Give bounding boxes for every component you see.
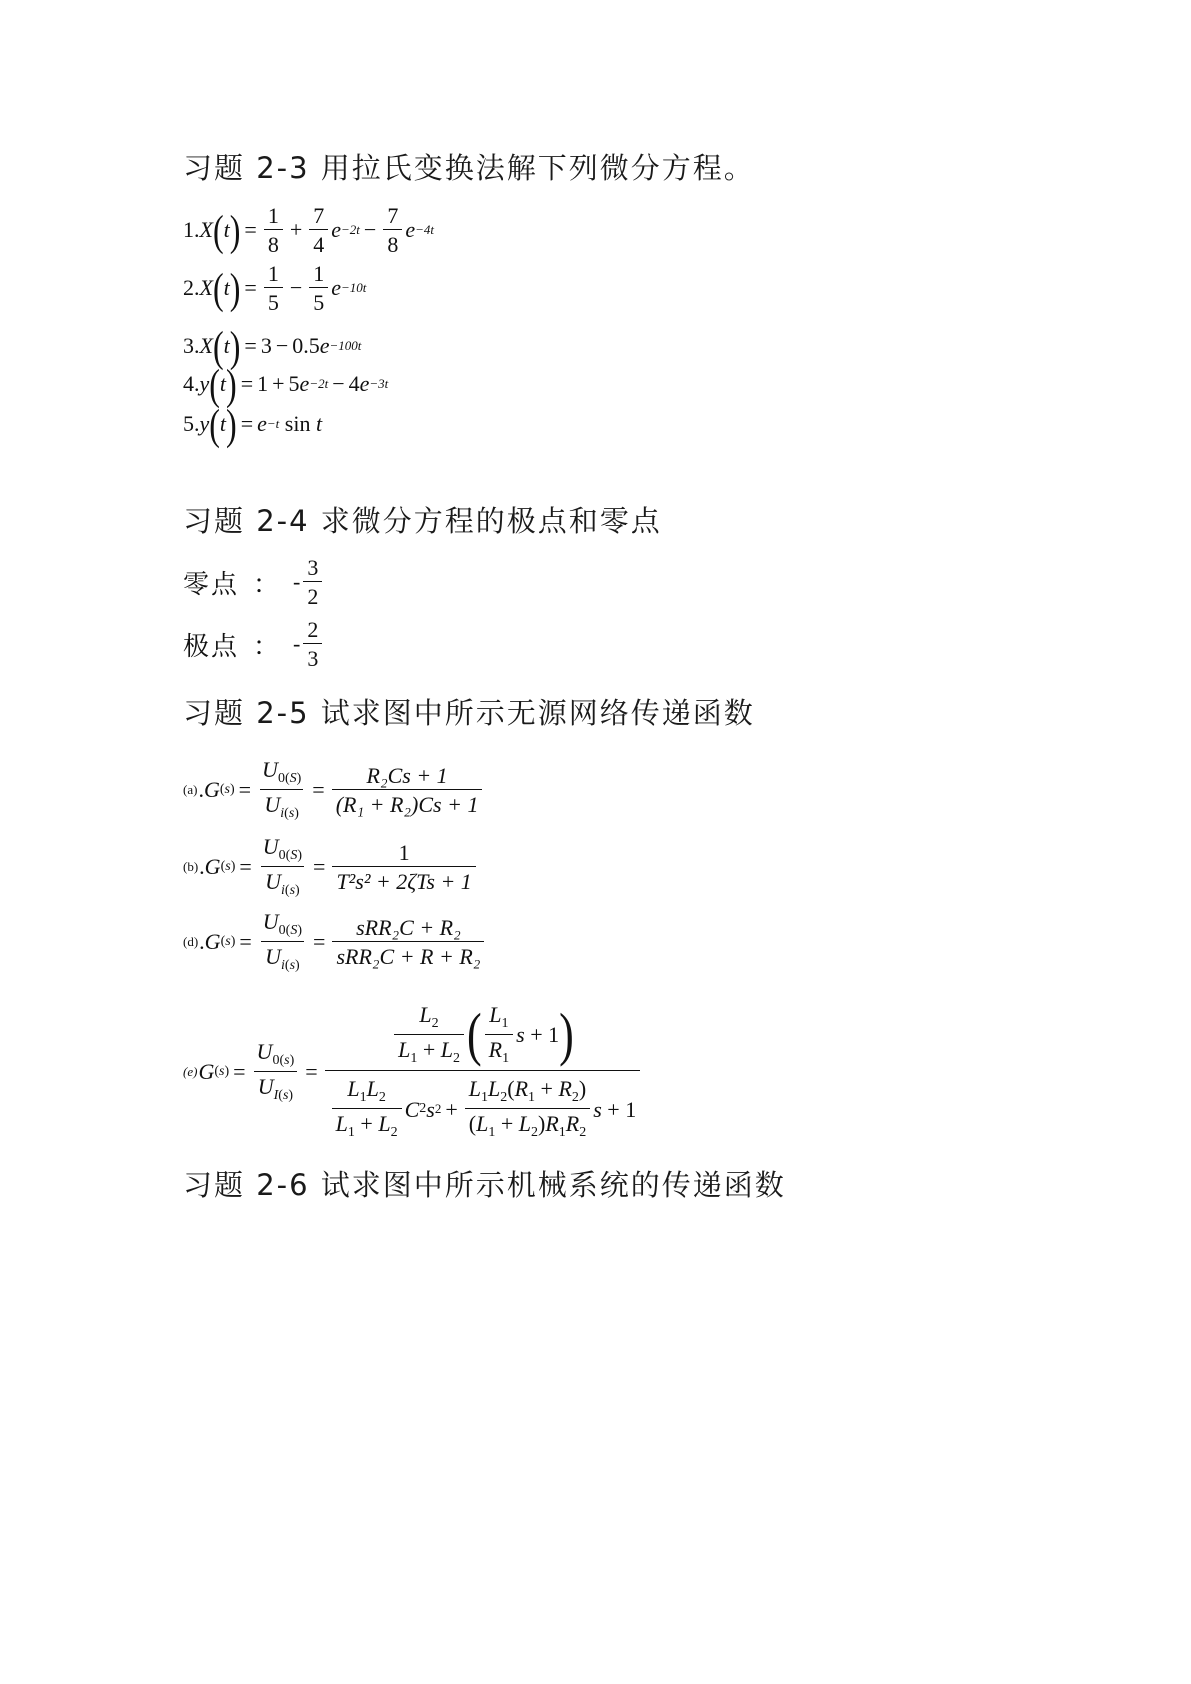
- equation-3: 3. X ( t ) = 3 − 0.5 e −100t: [183, 321, 362, 371]
- transfer-function-d: (d) . G (s) = $\frac{U_{0(S)}}{U_{i(s)}}$ = $\frac{\text{sRR₂C + R₂}}{\text{sRR₂C + R + R₂}}$: [183, 910, 487, 973]
- equation-5: 5. y ( t ) = e −t sin t: [183, 399, 323, 449]
- equation-2: 2. X ( t ) = $\frac{1}{5}$ − $\frac{1}{5}$ e −10t: [183, 261, 367, 316]
- equation-4: 4. y ( t ) = 1 + 5 e −2t − 4 e −3t: [183, 359, 389, 409]
- equation-1: 1. X ( t ) = $\frac{1}{8}$ + $\frac{7}{4}$ e −2t − $\frac{7}{8}$ e −4t: [183, 203, 434, 258]
- section-heading-2-4: 习题 2-4 求微分方程的极点和零点: [183, 504, 662, 538]
- section-heading-2-6: 习题 2-6 试求图中所示机械系统的传递函数: [183, 1168, 786, 1202]
- transfer-function-a: (a) . G (s) = $\frac{U_{0(S)}}{U_{i(s)}}$ = $\frac{\text{R₂Cs + 1}}{\text{(R₁ + R₂)Cs + 1}}$: [183, 758, 485, 821]
- tf-e-main-fraction: $\frac{L_2}{L_1 + L_2}$ ( $\frac{L_1}{R_1}$ s + 1 ) $\frac{L_1L_2}{L_1 + L_2}$ C 2 s 2 + $\frac{L_1L_2(R_1 + R_2)}{(L_1 + L_2)R_1R_2}$ s + 1: [325, 1003, 641, 1141]
- poles-line: 极点 ： - $\frac{2}{3}$: [183, 618, 325, 670]
- transfer-function-b: (b) . G (s) = $\frac{U_{0(S)}}{U_{i(s)}}$ = $\frac{1}{\text{T²s² + 2ζTs + 1}}$: [183, 835, 479, 898]
- section-heading-2-5: 习题 2-5 试求图中所示无源网络传递函数: [183, 696, 755, 730]
- zeros-line: 零点 ： - $\frac{3}{2}$: [183, 556, 325, 608]
- section-heading-2-3: 习题 2-3 用拉氏变换法解下列微分方程。: [183, 151, 755, 185]
- transfer-function-e: (e) G (s) = $\frac{U_{0(s)}}{U_{I(s)}}$ = $\frac{L_2}{L_1 + L_2}$ ( $\frac{L_1}{R_1}$ s + 1 ) $\frac{L_1L_2}{L_1 + L_2}$ C 2 s 2 + $\frac{L_1L_2(R_1 + R_2)}{(L_1 + L_2)R_1R_2}$ s + 1: [183, 1003, 643, 1141]
